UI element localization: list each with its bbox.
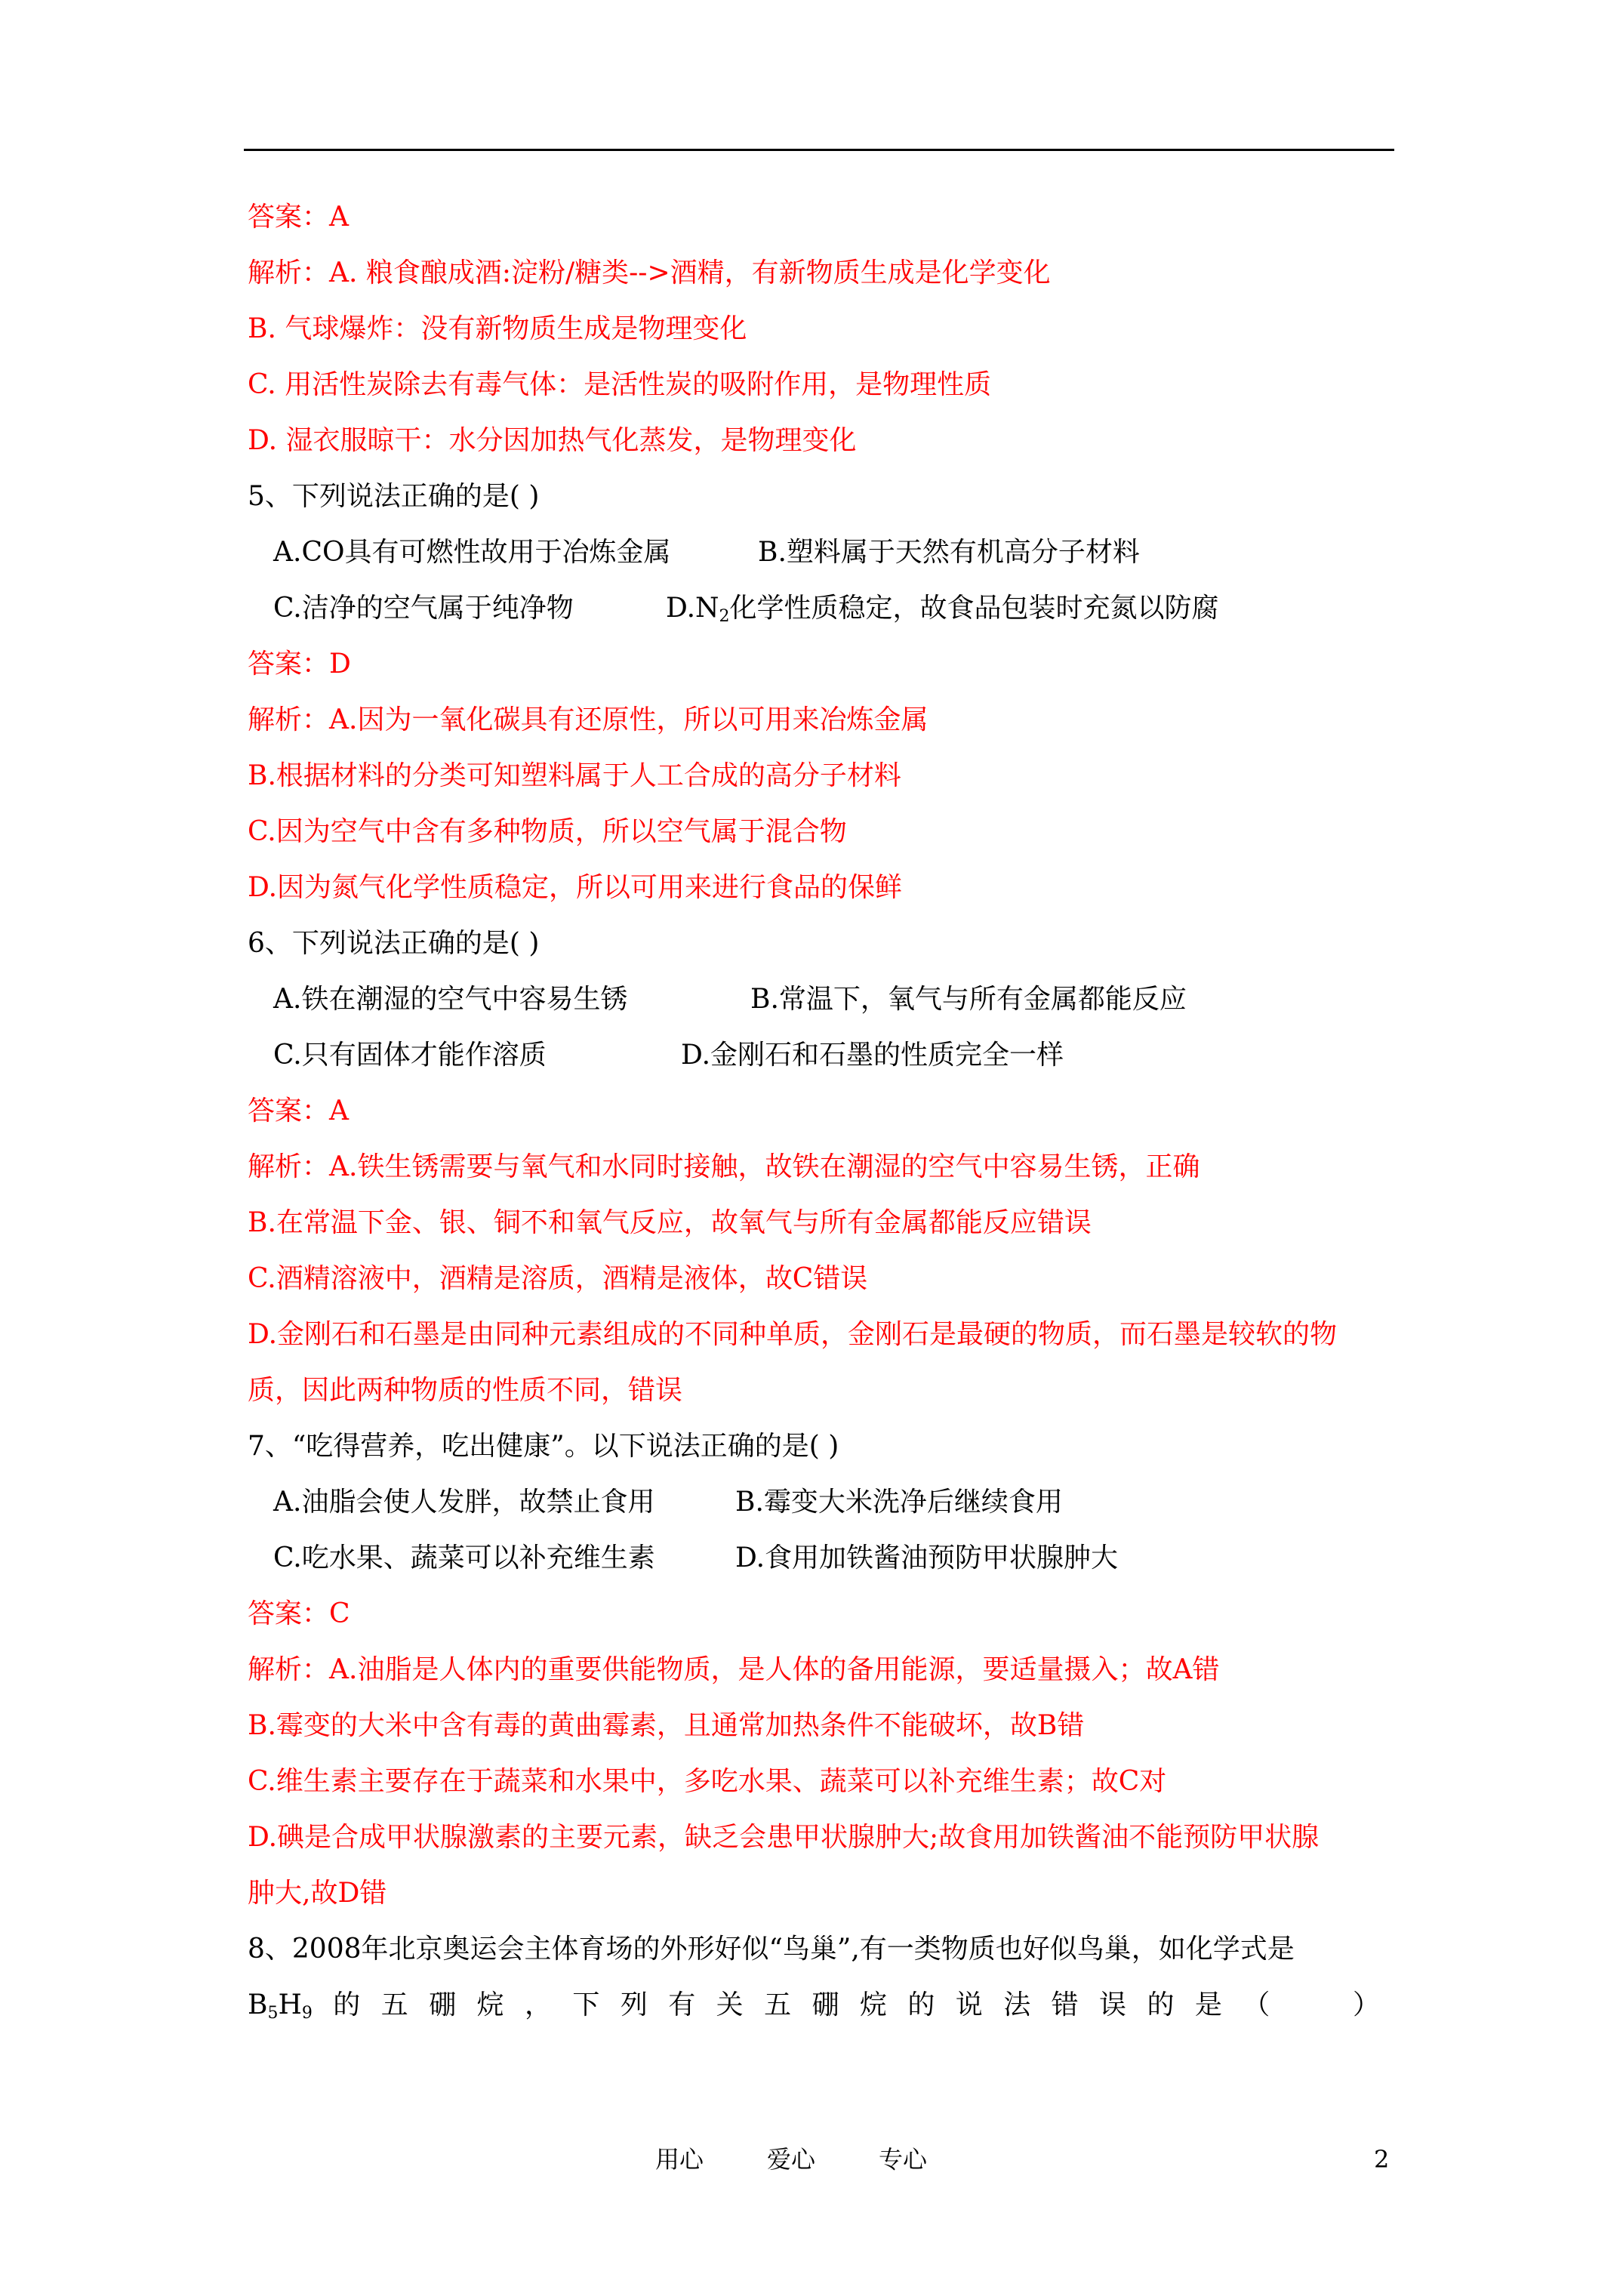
header-rule bbox=[244, 149, 1394, 151]
question-7: 7、“吃得营养，吃出健康”。以下说法正确的是( ) bbox=[248, 1431, 839, 1462]
explanation-4-b: B. 气球爆炸：没有新物质生成是物理变化 bbox=[248, 313, 747, 344]
word: 硼 bbox=[429, 1989, 457, 2020]
q5d-suffix: 化学性质稳定，故食品包装时充氮以防腐 bbox=[729, 593, 1219, 624]
question-8-line1: 8、2008年北京奥运会主体育场的外形好似“鸟巢”,有一类物质也好似鸟巢，如化学式是 bbox=[248, 1934, 1295, 1965]
page-number: 2 bbox=[1374, 2145, 1390, 2174]
formula-b5h9 bbox=[248, 1989, 313, 2023]
word: 法 bbox=[1003, 1989, 1031, 2020]
answer-7: 答案：C bbox=[248, 1598, 350, 1629]
explanation-7-a: 解析：A.油脂是人体内的重要供能物质，是人体的备用能源，要适量摄入；故A错 bbox=[248, 1654, 1220, 1685]
word: 错 bbox=[1051, 1989, 1079, 2020]
word: 说 bbox=[955, 1989, 983, 2020]
explanation-5-c: C.因为空气中含有多种物质，所以空气属于混合物 bbox=[248, 816, 847, 847]
explanation-7-c: C.维生素主要存在于蔬菜和水果中，多吃水果、蔬菜可以补充维生素；故C对 bbox=[248, 1766, 1167, 1797]
word: 有 bbox=[668, 1989, 696, 2020]
explanation-7-d-line1: D.碘是合成甲状腺激素的主要元素，缺乏会患甲状腺肿大;故食用加铁酱油不能预防甲状腺 bbox=[248, 1822, 1320, 1853]
word: 五 bbox=[380, 1989, 408, 2020]
word: 关 bbox=[716, 1989, 744, 2020]
q5d-prefix: D.N bbox=[666, 593, 719, 624]
word: 的 bbox=[1147, 1989, 1175, 2020]
word: 五 bbox=[764, 1989, 792, 2020]
question-5: 5、下列说法正确的是( ) bbox=[248, 481, 540, 512]
explanation-6-b: B.在常温下金、银、铜不和氧气反应，故氧气与所有金属都能反应错误 bbox=[248, 1207, 1092, 1238]
footer-motto-1: 用心 bbox=[655, 2145, 704, 2174]
question-5-option-b: B.塑料属于天然有机高分子材料 bbox=[758, 537, 1140, 568]
word: 下 bbox=[572, 1989, 600, 2020]
formula-sub-5: 5 bbox=[267, 2004, 279, 2023]
question-7-option-d: D.食用加铁酱油预防甲状腺肿大 bbox=[735, 1542, 1119, 1573]
question-6-option-a: A.铁在潮湿的空气中容易生锈 bbox=[273, 984, 628, 1015]
question-7-option-a: A.油脂会使人发胖，故禁止食用 bbox=[273, 1487, 655, 1518]
question-5-option-a: A.CO具有可燃性故用于冶炼金属 bbox=[273, 537, 671, 568]
explanation-6-a: 解析：A.铁生锈需要与氧气和水同时接触，故铁在潮湿的空气中容易生锈，正确 bbox=[248, 1151, 1200, 1182]
explanation-5-b: B.根据材料的分类可知塑料属于人工合成的高分子材料 bbox=[248, 760, 901, 791]
question-5-option-d bbox=[666, 593, 1219, 624]
explanation-6-c: C.酒精溶液中，酒精是溶质，酒精是液体，故C错误 bbox=[248, 1263, 868, 1294]
explanation-4-c: C. 用活性炭除去有毒气体：是活性炭的吸附作用，是物理性质 bbox=[248, 369, 992, 400]
question-6-option-b: B.常温下，氧气与所有金属都能反应 bbox=[750, 984, 1187, 1015]
word: 列 bbox=[620, 1989, 648, 2020]
word: 误 bbox=[1099, 1989, 1127, 2020]
question-6: 6、下列说法正确的是( ) bbox=[248, 928, 540, 959]
explanation-6-d-line1: D.金刚石和石墨是由同种元素组成的不同种单质，金刚石是最硬的物质，而石墨是较软的物 bbox=[248, 1319, 1338, 1350]
formula-b: B bbox=[248, 1989, 268, 2020]
answer-5: 答案：D bbox=[248, 649, 351, 680]
question-8-line2 bbox=[248, 1989, 1380, 2023]
explanation-6-d-line2: 质，因此两种物质的性质不同，错误 bbox=[248, 1375, 683, 1406]
explanation-4-d: D. 湿衣服晾干：水分因加热气化蒸发，是物理变化 bbox=[248, 425, 857, 456]
question-7-option-b: B.霉变大米洗净后继续食用 bbox=[735, 1487, 1063, 1518]
word: 的 bbox=[333, 1989, 361, 2020]
word: 是 bbox=[1194, 1989, 1222, 2020]
word: 烷 bbox=[859, 1989, 887, 2020]
explanation-5-d: D.因为氮气化学性质稳定，所以可用来进行食品的保鲜 bbox=[248, 872, 903, 903]
explanation-4-a: 解析：A. 粮食酿成酒:淀粉/糖类-->酒精，有新物质生成是化学变化 bbox=[248, 257, 1051, 288]
question-6-option-c: C.只有固体才能作溶质 bbox=[273, 1040, 547, 1071]
formula-sub-9: 9 bbox=[301, 2004, 313, 2023]
word: 硼 bbox=[812, 1989, 839, 2020]
question-7-option-c: C.吃水果、蔬菜可以补充维生素 bbox=[273, 1542, 655, 1573]
answer-6: 答案：A bbox=[248, 1096, 349, 1126]
explanation-7-d-line2: 肿大,故D错 bbox=[248, 1878, 387, 1909]
formula-h: H bbox=[278, 1989, 302, 2020]
q5d-subscript: 2 bbox=[719, 607, 730, 626]
word: 烷 bbox=[476, 1989, 504, 2020]
explanation-5-a: 解析：A.因为一氧化碳具有还原性，所以可用来冶炼金属 bbox=[248, 704, 929, 735]
word: 的 bbox=[907, 1989, 935, 2020]
footer-motto-2: 爱心 bbox=[767, 2145, 816, 2174]
question-5-option-c: C.洁净的空气属于纯净物 bbox=[273, 593, 574, 624]
word: ） bbox=[1352, 1989, 1380, 2020]
question-6-option-d: D.金刚石和石墨的性质完全一样 bbox=[681, 1040, 1064, 1071]
answer-4: 答案：A bbox=[248, 202, 349, 233]
footer-motto-3: 专心 bbox=[879, 2145, 928, 2174]
word: ， bbox=[524, 1989, 552, 2020]
explanation-7-b: B.霉变的大米中含有毒的黄曲霉素，且通常加热条件不能破坏，故B错 bbox=[248, 1710, 1085, 1741]
word: （ bbox=[1243, 1989, 1270, 2020]
